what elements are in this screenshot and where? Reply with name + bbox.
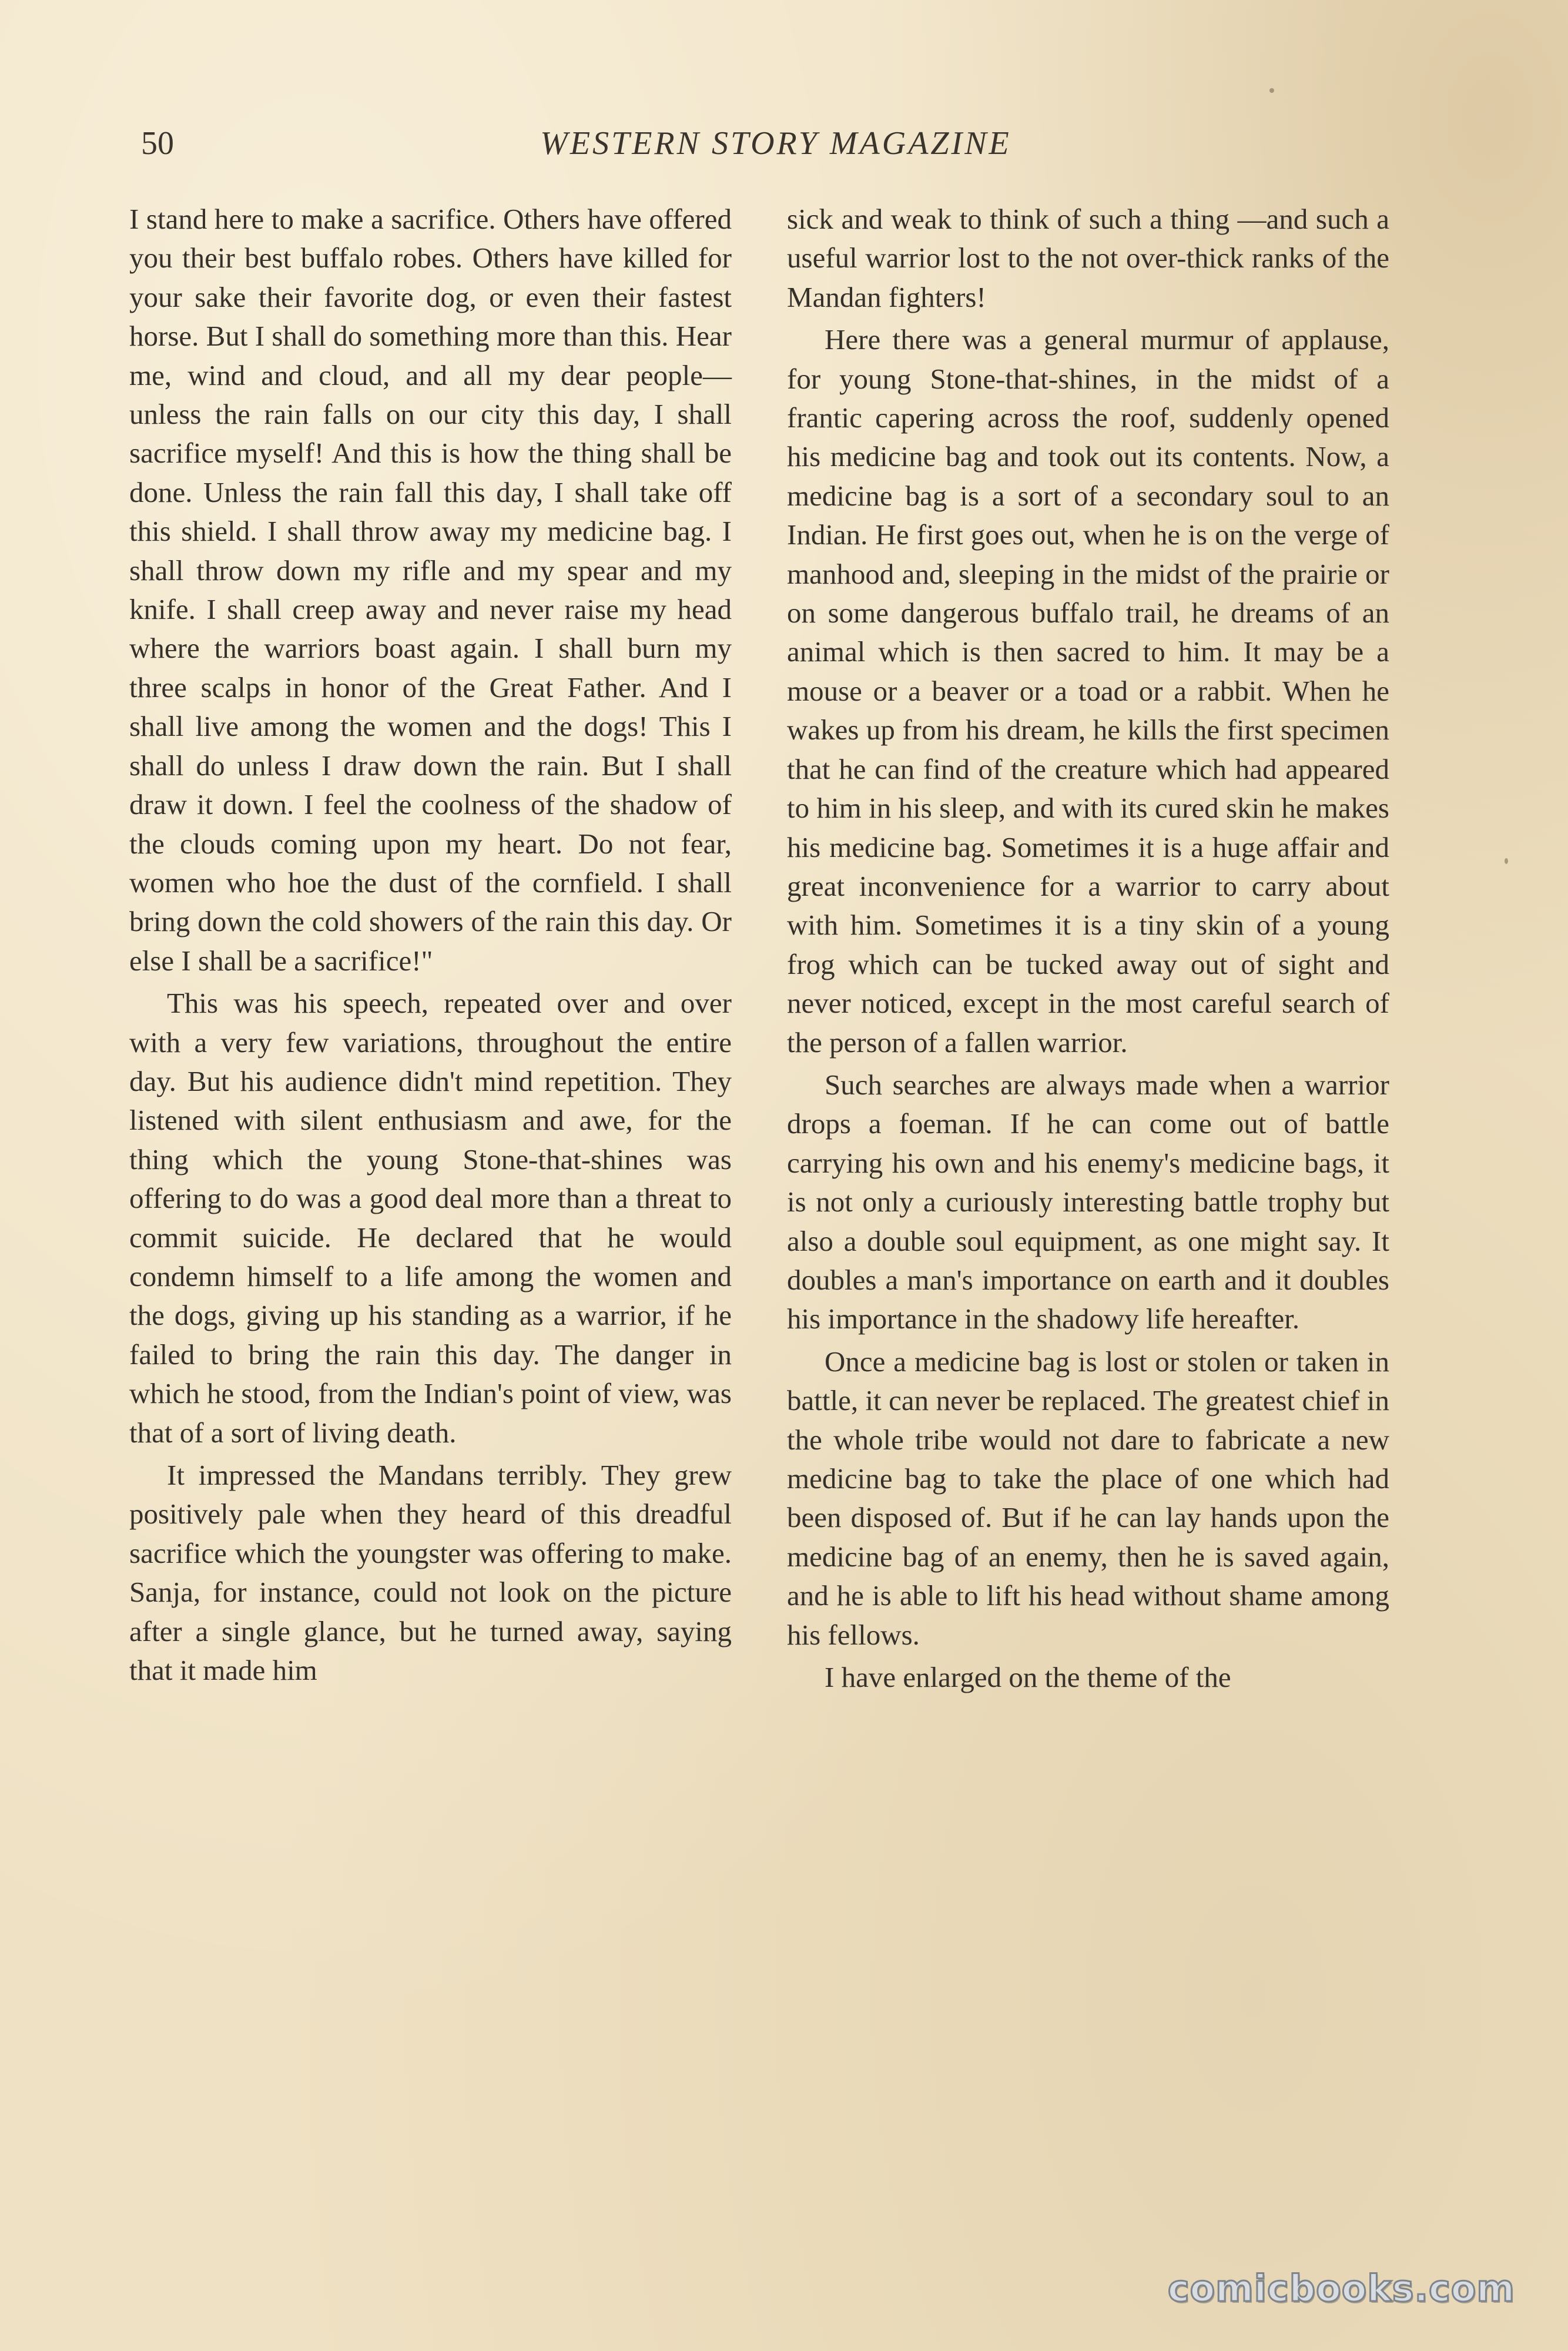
paragraph: sick and weak to think of such a thing —and such a useful warrior lost to the not over-thick ranks of the Mandan fighters!	[787, 203, 1389, 313]
page-header	[141, 125, 1410, 172]
paragraph: Here there was a general murmur of applause, for young Stone-that-shines, in the midst of a frantic capering across the roof, suddenly opened his medicine bag and took out its contents. Now, a medicine bag is a sort of a secondary soul to an Indian. He first goes out, when he is on the verge of manhood and, sleeping in the midst of the prairie or on some dangerous buffalo trail, he dreams of an animal which is then sacred to him. It may be a mouse or a beaver or a toad or a rabbit. When he wakes up from his dream, he kills the first specimen that he can find of the creature which had appeared to him in his sleep, and with its cured skin he makes his medicine bag. Sometimes it is a huge affair and great inconvenience for a warrior to carry about with him. Sometimes it is a tiny skin of a young frog which can be tucked away out of sight and never noticed, except in the most careful search of the person of a fallen warrior.	[787, 323, 1389, 1059]
watermark-logo: comicbooks.com	[1167, 2267, 1515, 2310]
paper-speck	[1269, 88, 1274, 93]
magazine-title: WESTERN STORY MAGAZINE	[540, 125, 1011, 162]
right-column	[787, 200, 1389, 1697]
paragraph: Such searches are always made when a warrior drops a foeman. If he can come out of battle carrying his own and his enemy's medicine bags, it is not only a curiously interesting battle trophy but also a double soul equipment, as one might say. It doubles a man's importance on earth and it doubles his importance in the shadowy life hereafter.	[787, 1068, 1389, 1335]
paragraph: I stand here to make a sacrifice. Others have offered you their best buffalo robes. Others have killed for your sake their favorite dog, or even their fastest horse. But I shall do something more than this. Hear me, wind and cloud, and all my dear people—unless the rain falls on our city this day, I shall sacrifice myself! And this is how the thing shall be done. Unless the rain fall this day, I shall take off this shield. I shall throw away my medicine bag. I shall throw down my rifle and my spear and my knife. I shall creep away and never raise my head where the warriors boast again. I shall burn my three scalps in honor of the Great Father. And I shall live among the women and the dogs! This I shall do unless I draw down the rain. But I shall draw it down. I feel the coolness of the shadow of the clouds coming upon my heart. Do not fear, women who hoe the dust of the cornfield. I shall bring down the cold showers of the rain this day. Or else I shall be a sacrifice!"	[129, 203, 732, 977]
paper-speck	[1505, 858, 1508, 864]
page-number: 50	[141, 125, 174, 162]
paragraph: This was his speech, repeated over and over with a very few variations, throughout the entire day. But his audience didn't mind repetition. They listened with silent enthusiasm and awe, for the thing which the young Stone-that-shines was offering to do was a good deal more than a threat to commit suicide. He declared that he would condemn himself to a life among the women and the dogs, giving up his standing as a warrior, if he failed to bring the rain this day. The danger in which he stood, from the Indian's point of view, was that of a sort of living death.	[129, 987, 732, 1449]
paragraph: Once a medicine bag is lost or stolen or taken in battle, it can never be replaced. The greatest chief in the whole tribe would not dare to fabricate a new medicine bag to take the place of one which had been disposed of. But if he can lay hands upon the medicine bag of an enemy, then he is saved again, and he is able to lift his head without shame among his fellows.	[787, 1345, 1389, 1651]
paragraph: I have enlarged on the theme of the	[825, 1661, 1231, 1694]
paragraph: It impressed the Mandans terribly. They grew positively pale when they heard of this dreadful sacrifice which the youngster was offering to make. Sanja, for instance, could not look on the picture after a single glance, but he turned away, saying that it made him	[129, 1459, 732, 1687]
left-column	[129, 200, 732, 1690]
